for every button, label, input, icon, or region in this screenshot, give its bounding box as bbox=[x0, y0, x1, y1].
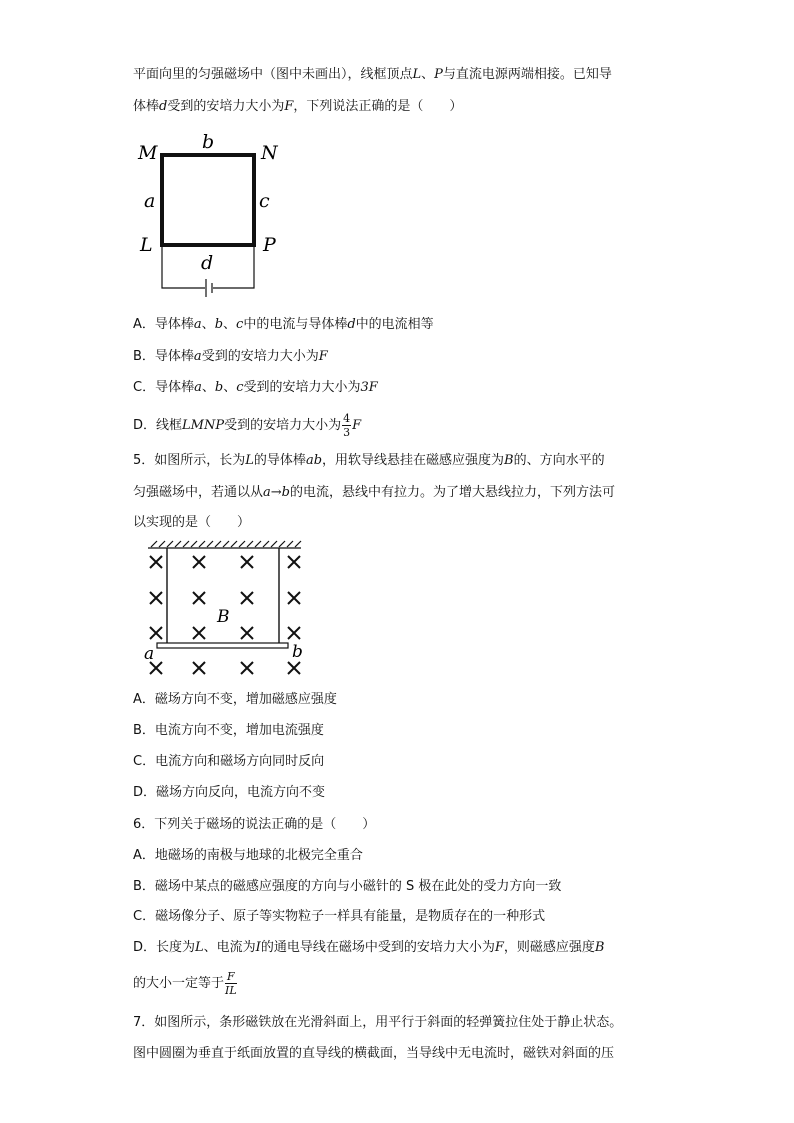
q4-option-d: D．线框LMNP受到的安培力大小为 $\frac{4}{3}$ F bbox=[133, 412, 362, 439]
fraction-four-thirds: $\frac{4}{3}$ bbox=[343, 412, 351, 439]
q6-option-a: A．地磁场的南极与地球的北极完全重合 bbox=[133, 848, 363, 863]
q5-stem-line1: 5．如图所示，长为L的导体棒ab，用软导线悬挂在磁感应强度为B的、方向水平的 bbox=[133, 453, 605, 468]
label-N: N bbox=[261, 142, 278, 164]
q5-stem-line2: 匀强磁场中，若通以从a→b的电流，悬线中有拉力。为了增大悬线拉力，下列方法可 bbox=[133, 485, 615, 500]
fraction-f-over-il: $\frac{F}{IL}$ bbox=[225, 970, 237, 997]
label-a: a bbox=[144, 190, 156, 212]
q4-frame-figure bbox=[130, 128, 290, 303]
q7-stem-line1: 7．如图所示，条形磁铁放在光滑斜面上，用平行于斜面的轻弹簧拉住处于静止状态。 bbox=[133, 1015, 623, 1030]
label-d: d bbox=[201, 252, 214, 274]
q6-option-c: C．磁场像分子、原子等实物粒子一样具有能量，是物质存在的一种形式 bbox=[133, 909, 546, 924]
label-b: b bbox=[292, 642, 303, 662]
q4-stem-line1: 平面向里的匀强磁场中（图中未画出），线框顶点L、P与直流电源两端相接。已知导 bbox=[133, 67, 612, 82]
q5-option-d: D．磁场方向反向，电流方向不变 bbox=[133, 785, 326, 800]
q5-option-c: C．电流方向和磁场方向同时反向 bbox=[133, 754, 325, 769]
q4-option-b: B．导体棒a受到的安培力大小为F bbox=[133, 349, 328, 364]
q5-option-a: A．磁场方向不变，增加磁感应强度 bbox=[133, 692, 337, 707]
frame-square bbox=[162, 155, 254, 245]
q6-option-d-line2: 的大小一定等于 $\frac{F}{IL}$ bbox=[133, 970, 237, 997]
label-P: P bbox=[263, 234, 276, 256]
q5-rod-figure bbox=[143, 538, 308, 683]
q4-option-c: C．导体棒a、b、c受到的安培力大小为3F bbox=[133, 380, 378, 395]
q5-option-b: B．电流方向不变，增加电流强度 bbox=[133, 723, 324, 738]
q6-option-b: B．磁场中某点的磁感应强度的方向与小磁针的 S 极在此处的受力方向一致 bbox=[133, 879, 562, 894]
q6-stem: 6．下列关于磁场的说法正确的是（ ） bbox=[133, 817, 376, 832]
ceiling-hatch bbox=[148, 541, 301, 548]
label-L: L bbox=[140, 234, 153, 256]
label-b: b bbox=[202, 131, 215, 153]
label-c: c bbox=[259, 190, 270, 212]
q7-stem-line2: 图中圆圈为垂直于纸面放置的直导线的横截面，当导线中无电流时，磁铁对斜面的压 bbox=[133, 1046, 615, 1061]
q5-stem-line3: 以实现的是（ ） bbox=[133, 515, 251, 530]
label-M: M bbox=[138, 142, 158, 164]
q6-option-d-line1: D．长度为L、电流为I的通电导线在磁场中受到的安培力大小为F，则磁感应强度B bbox=[133, 940, 605, 955]
label-B: B bbox=[217, 607, 230, 627]
q4-stem-line2: 体棒d受到的安培力大小为F，下列说法正确的是（ ） bbox=[133, 99, 463, 114]
label-a: a bbox=[144, 644, 155, 664]
conductor-rod bbox=[157, 643, 288, 648]
q4-option-a: A．导体棒a、b、c中的电流与导体棒d中的电流相等 bbox=[133, 317, 434, 332]
